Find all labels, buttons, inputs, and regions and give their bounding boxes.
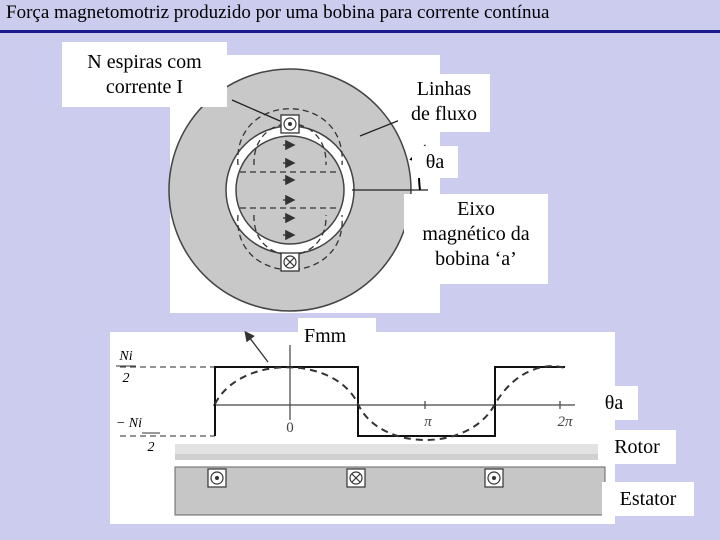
label-flux-line1: Linhas xyxy=(416,78,472,100)
slide-title: Força magnetomotriz produzido por uma bobina para corrente contínua xyxy=(6,2,550,23)
ni-neg-denominator: 2 xyxy=(147,440,155,455)
label-axis-line1: Eixo xyxy=(457,198,495,220)
ni-pos-denominator: 2 xyxy=(122,371,130,386)
mmf-plot xyxy=(110,332,615,524)
tick-zero: 0 xyxy=(286,420,294,436)
stator-strip xyxy=(175,467,605,515)
label-n-turns xyxy=(62,42,227,107)
stator-conductor-cross-icon xyxy=(347,469,365,487)
tick-2pi: 2π xyxy=(557,414,573,430)
conductor-cross-icon xyxy=(281,253,299,271)
tick-pi: π xyxy=(424,414,432,430)
label-flux-line2: de fluxo xyxy=(410,103,478,125)
label-n-turns-line2: corrente I xyxy=(105,76,184,98)
rotor-strip xyxy=(175,444,605,454)
conductor-dot-icon xyxy=(281,115,299,133)
label-theta-bottom: θa xyxy=(590,386,638,420)
stator-conductor-dot-icon-2 xyxy=(485,469,503,487)
label-n-turns-line1: N espiras com xyxy=(87,51,202,73)
label-axis-line3: bobina ‘a’ xyxy=(435,248,517,270)
label-stator: Estator xyxy=(602,482,694,516)
rotor-disk xyxy=(236,136,344,244)
stator-conductor-dot-icon xyxy=(208,469,226,487)
label-theta-top: θa xyxy=(412,146,458,178)
label-flux-lines xyxy=(398,74,490,132)
label-rotor: Rotor xyxy=(598,430,676,464)
ni-pos-label: Ni xyxy=(119,349,133,364)
label-fmm: Fmm xyxy=(298,318,376,350)
label-magnetic-axis xyxy=(404,194,548,284)
ni-neg-label: − Ni xyxy=(115,416,142,431)
label-axis-line2: magnético da xyxy=(422,223,530,245)
